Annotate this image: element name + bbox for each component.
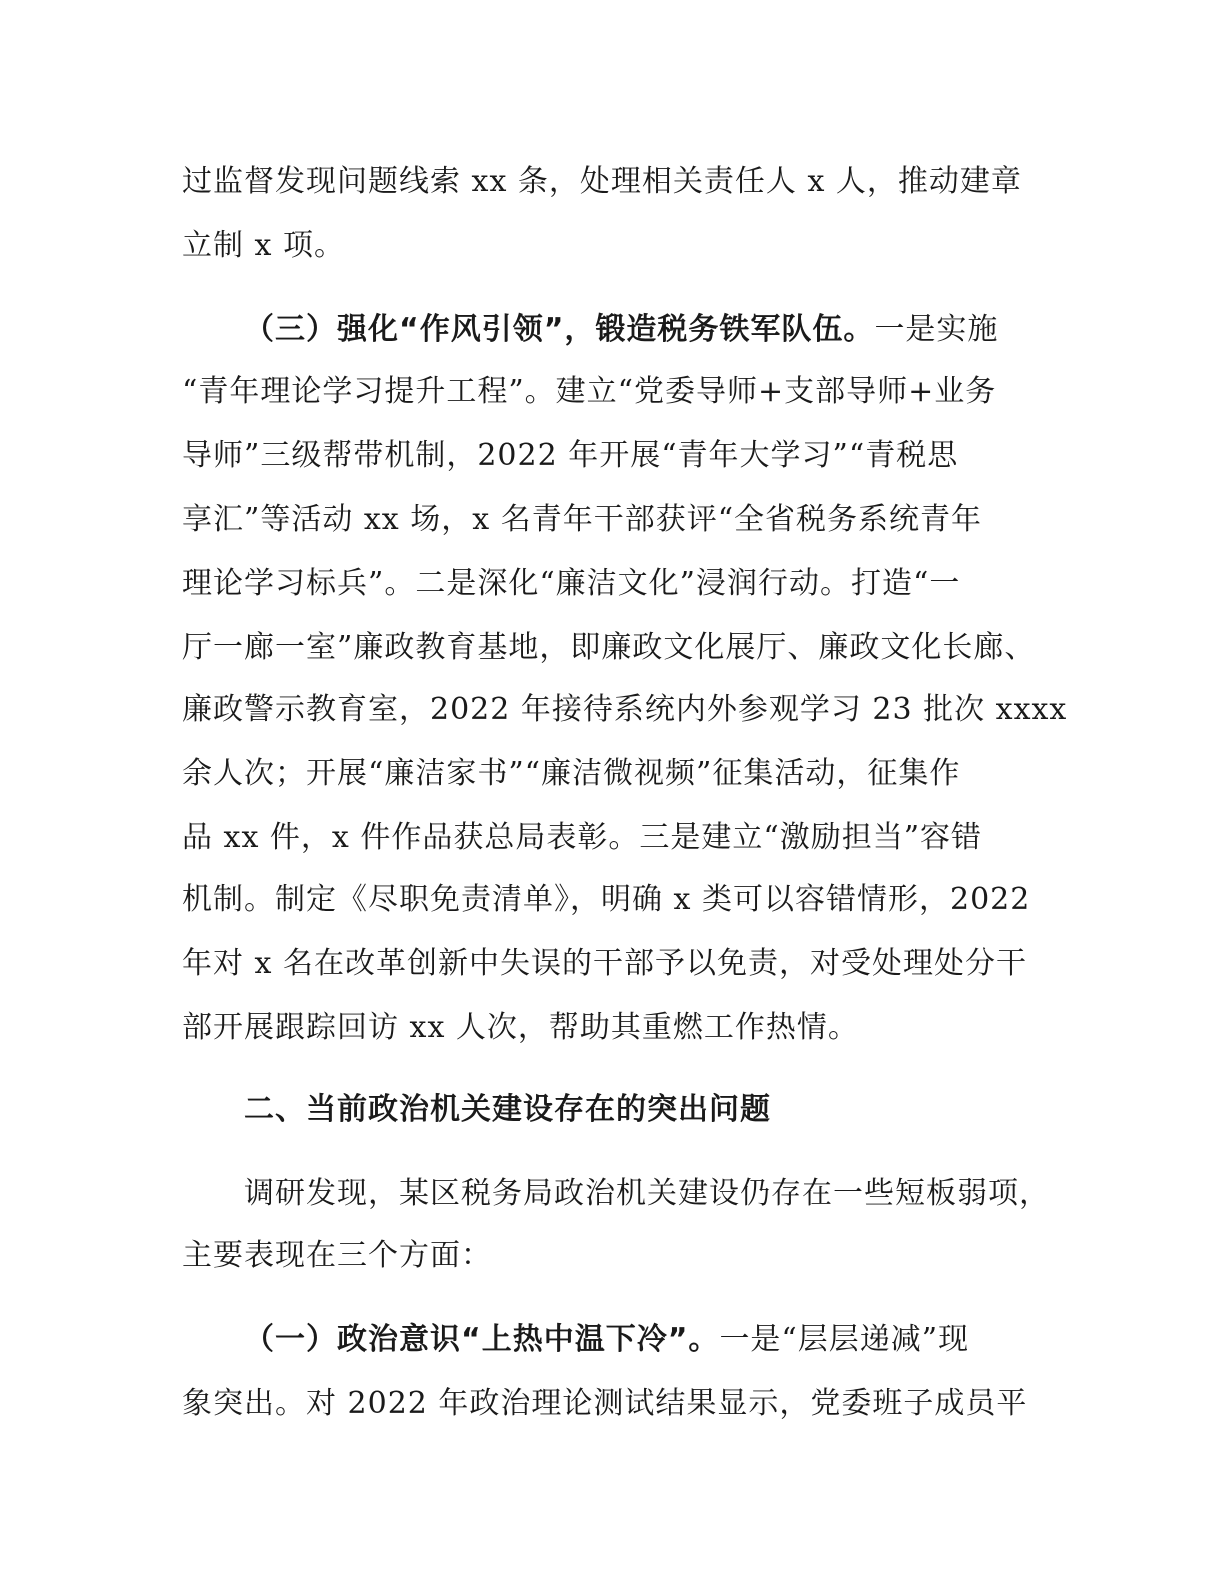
paragraph-line: 象突出。对 2022 年政治理论测试结果显示，党委班子成员平	[182, 1386, 1028, 1421]
paragraph-line: 调研发现，某区税务局政治机关建设仍存在一些短板弱项，	[244, 1176, 1050, 1211]
subsection-text: 一是实施	[874, 312, 999, 347]
subsection-text: 一是“层层递减”现	[719, 1322, 970, 1357]
section-heading: 二、当前政治机关建设存在的突出问题	[244, 1092, 771, 1127]
paragraph-line: 机制。制定《尽职免责清单》，明确 x 类可以容错情形，2022	[182, 882, 1031, 917]
subsection-heading-line	[244, 1320, 969, 1360]
paragraph-line: 过监督发现问题线索 xx 条，处理相关责任人 x 人，推动建章	[182, 164, 1022, 199]
paragraph-line: 主要表现在三个方面：	[182, 1238, 492, 1273]
subsection-heading: （三）强化“作风引领”，锻造税务铁军队伍。	[244, 312, 875, 347]
paragraph-line: 理论学习标兵”。二是深化“廉洁文化”浸润行动。打造“一	[182, 566, 961, 601]
paragraph-line: 厅一廊一室”廉政教育基地，即廉政文化展厅、廉政文化长廊、	[182, 630, 1036, 665]
paragraph-line: 廉政警示教育室，2022 年接待系统内外参观学习 23 批次 xxxx	[182, 692, 1068, 727]
subsection-heading: （一）政治意识“上热中温下冷”。	[244, 1322, 720, 1357]
paragraph-line: 导师”三级帮带机制，2022 年开展“青年大学习”“青税思	[182, 438, 959, 473]
subsection-heading-line	[244, 310, 998, 350]
paragraph-line: 部开展跟踪回访 xx 人次，帮助其重燃工作热情。	[182, 1010, 859, 1045]
paragraph-line: 立制 x 项。	[182, 228, 345, 263]
paragraph-line: “青年理论学习提升工程”。建立“党委导师+支部导师+业务	[182, 374, 997, 409]
paragraph-line: 余人次；开展“廉洁家书”“廉洁微视频”征集活动，征集作	[182, 756, 961, 791]
paragraph-line: 品 xx 件，x 件作品获总局表彰。三是建立“激励担当”容错	[182, 820, 983, 855]
paragraph-line: 年对 x 名在改革创新中失误的干部予以免责，对受处理处分干	[182, 946, 1027, 981]
paragraph-line: 享汇”等活动 xx 场，x 名青年干部获评“全省税务系统青年	[182, 502, 983, 537]
